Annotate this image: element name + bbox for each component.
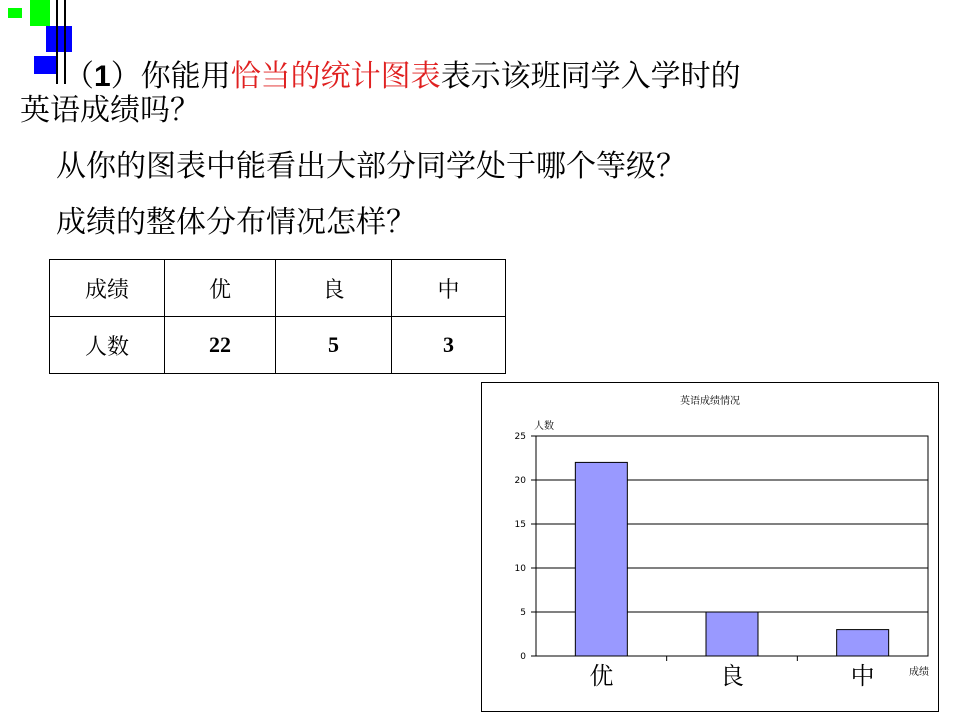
- question-line-2: 英语成绩吗？: [20, 93, 200, 128]
- y-tick-label: 20: [514, 476, 526, 486]
- y-axis-label: 人数: [534, 421, 554, 432]
- question-line-1: [64, 60, 741, 94]
- x-category-label: 优: [589, 662, 614, 690]
- question-number: 1: [94, 60, 111, 93]
- green-block: [8, 8, 22, 18]
- chart-title: 英语成绩情况: [680, 396, 740, 407]
- y-tick-label: 25: [514, 432, 526, 442]
- table-value-liang: 5: [276, 317, 392, 374]
- divider-line: [56, 0, 58, 84]
- question-highlight: 恰当的统计图表: [230, 59, 441, 94]
- table-row-count: [50, 317, 506, 374]
- blue-block: [46, 26, 72, 52]
- blue-block: [34, 56, 56, 74]
- grades-table: [49, 259, 506, 374]
- table-value-zhong: 3: [392, 317, 506, 374]
- x-category-label: 良: [720, 662, 744, 690]
- bar-chart-panel: [481, 382, 939, 712]
- bar-chart: [482, 383, 938, 711]
- table-col-liang: 良: [276, 260, 392, 317]
- paren-open: （: [64, 59, 94, 94]
- green-block: [30, 0, 50, 26]
- table-value-you: 22: [165, 317, 276, 374]
- bar-2: [837, 630, 889, 656]
- x-axis-label: 成绩: [909, 667, 929, 678]
- x-category-label: 中: [850, 662, 875, 690]
- bar-0: [575, 462, 627, 656]
- y-tick-label: 10: [514, 564, 526, 574]
- bars: [575, 462, 888, 656]
- table-col-zhong: 中: [392, 260, 506, 317]
- table-col-you: 优: [165, 260, 276, 317]
- y-tick-label: 0: [520, 652, 526, 662]
- table-header-label: 成绩: [50, 260, 165, 317]
- question-text-a: ）你能用: [110, 59, 231, 94]
- question-text-b: 表示该班同学入学时的: [440, 59, 741, 94]
- table-row-label: 人数: [50, 317, 165, 374]
- x-category-labels: [589, 662, 874, 690]
- question-line-3: 从你的图表中能看出大部分同学处于哪个等级？: [56, 149, 686, 184]
- y-tick-label: 15: [514, 520, 526, 530]
- question-line-4: 成绩的整体分布情况怎样？: [56, 205, 416, 240]
- y-tick-label: 5: [520, 608, 526, 618]
- bar-1: [706, 612, 758, 656]
- table-row-header: [50, 260, 506, 317]
- y-tick-labels: [515, 432, 527, 662]
